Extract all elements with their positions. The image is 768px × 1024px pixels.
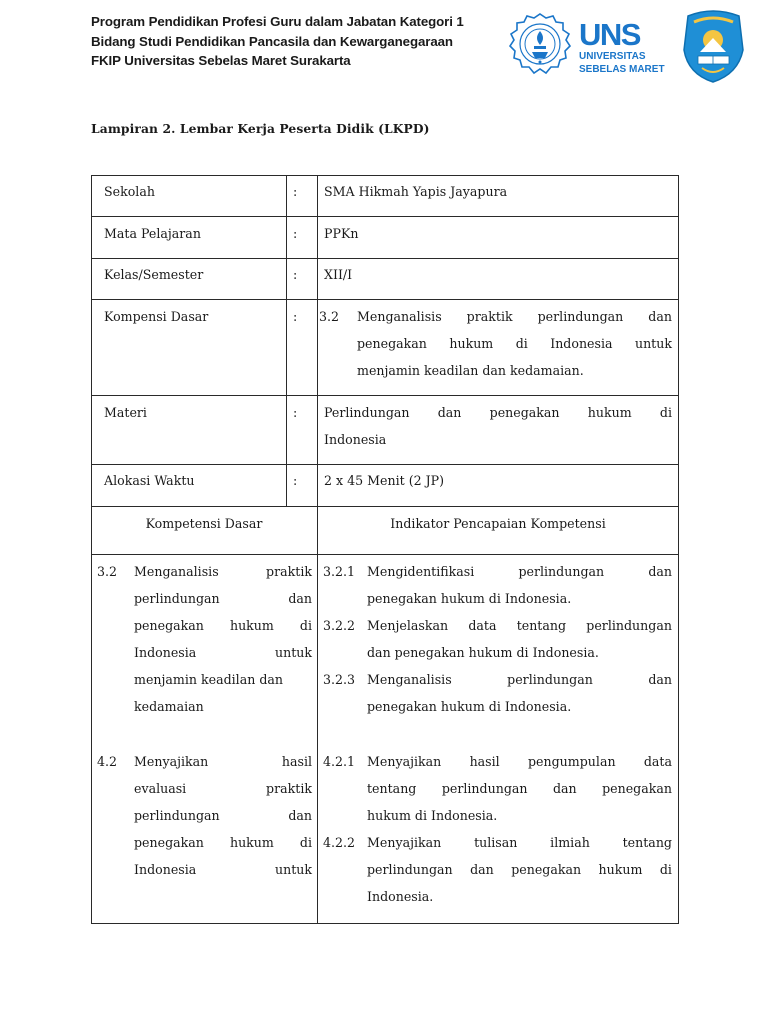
word: perlindungan xyxy=(586,618,672,633)
indicator-line: hukum di Indonesia. xyxy=(367,808,498,823)
word: tentang xyxy=(622,835,672,850)
info-label-kelas: Kelas/Semester xyxy=(104,267,204,282)
kd-line: menjamin keadilan dan xyxy=(134,672,284,687)
colon: : xyxy=(293,473,298,488)
word: di xyxy=(299,618,312,633)
info-value-alokasi: 2 x 45 Menit (2 JP) xyxy=(324,473,445,488)
header-field-line: Bidang Studi Pendidikan Pancasila dan Kewarganegaraan xyxy=(91,33,453,49)
word: perlindungan xyxy=(441,781,528,796)
row-divider xyxy=(91,299,679,300)
word: hasil xyxy=(281,754,312,769)
word: Menyajikan xyxy=(134,754,209,769)
word: hukum xyxy=(229,835,274,850)
row-divider xyxy=(91,506,679,507)
word: dan xyxy=(288,808,312,823)
table-border-top xyxy=(91,175,679,176)
info-kd-line xyxy=(357,330,672,357)
info-value-sekolah: SMA Hikmah Yapis Jayapura xyxy=(324,184,508,199)
word: perlindungan xyxy=(518,564,605,579)
word: perlindungan xyxy=(367,862,453,877)
word: penegakan xyxy=(357,336,427,351)
header-faculty-line: FKIP Universitas Sebelas Maret Surakarta xyxy=(91,53,351,68)
col-divider-value xyxy=(317,175,318,924)
word: untuk xyxy=(274,862,312,877)
word: hasil xyxy=(469,754,500,769)
word: Indonesia xyxy=(550,336,613,351)
row-divider xyxy=(91,464,679,465)
info-label-materi: Materi xyxy=(104,405,147,420)
word: untuk xyxy=(274,645,312,660)
word: praktik xyxy=(266,564,312,579)
indicator-line xyxy=(367,612,672,639)
word: penegakan xyxy=(602,781,672,796)
info-kd-number: 3.2 xyxy=(319,309,340,324)
document-header xyxy=(0,0,768,90)
word: di xyxy=(299,835,312,850)
word: Menganalisis xyxy=(367,672,452,687)
info-kd-line: menjamin keadilan dan kedamaian. xyxy=(357,363,584,378)
indicator-line: Indonesia. xyxy=(367,889,434,904)
kd-line xyxy=(134,639,312,666)
uns-wordmark-logo xyxy=(579,17,669,76)
page-title: Lampiran 2. Lembar Kerja Peserta Didik (LKPD) xyxy=(91,121,430,136)
indicator-number: 3.2.2 xyxy=(323,618,356,633)
word: dan xyxy=(648,564,672,579)
colon: : xyxy=(293,309,298,324)
word: hukum xyxy=(229,618,274,633)
kd-line: kedamaian xyxy=(134,699,204,714)
uns-subtitle-2: SEBELAS MARET xyxy=(579,63,665,75)
word: dan xyxy=(437,405,462,420)
info-label-kd: Kompensi Dasar xyxy=(104,309,209,324)
word: Indonesia xyxy=(134,645,197,660)
row-divider xyxy=(91,395,679,396)
info-label-alokasi: Alokasi Waktu xyxy=(104,473,195,488)
row-divider xyxy=(91,258,679,259)
indicator-line xyxy=(367,558,672,585)
table-border-right xyxy=(678,175,679,924)
word: dan xyxy=(288,591,312,606)
header-indikator: Indikator Pencapaian Kompetensi xyxy=(390,516,606,531)
kd-line xyxy=(134,612,312,639)
kd-line xyxy=(134,802,312,829)
kd-line xyxy=(134,856,312,883)
word: tentang xyxy=(516,618,567,633)
info-label-sekolah: Sekolah xyxy=(104,184,155,199)
colon: : xyxy=(293,226,298,241)
word: dan xyxy=(648,309,672,324)
word: Perlindungan xyxy=(324,405,410,420)
word: penegakan xyxy=(134,835,204,850)
word: perlindungan xyxy=(507,672,593,687)
word: praktik xyxy=(266,781,312,796)
kd-number: 3.2 xyxy=(97,564,118,579)
kd-number: 4.2 xyxy=(97,754,118,769)
word: data xyxy=(643,754,672,769)
row-divider xyxy=(91,216,679,217)
word: data xyxy=(468,618,497,633)
uns-letters: UNS xyxy=(579,17,640,52)
tut-wuri-handayani-logo xyxy=(680,10,747,84)
info-materi-line: Indonesia xyxy=(324,432,387,447)
word: Menyajikan xyxy=(367,754,442,769)
table-border-left xyxy=(91,175,92,924)
row-divider xyxy=(91,554,679,555)
word: dan xyxy=(648,672,672,687)
kd-line xyxy=(134,585,312,612)
header-text-block xyxy=(91,12,464,71)
word: Menganalisis xyxy=(134,564,219,579)
indicator-line xyxy=(367,748,672,775)
word: penegakan xyxy=(511,862,582,877)
word: perlindungan xyxy=(134,808,220,823)
info-value-kelas: XII/I xyxy=(324,267,353,282)
indicator-number: 4.2.1 xyxy=(323,754,356,769)
info-label-mapel: Mata Pelajaran xyxy=(104,226,201,241)
word: Menganalisis xyxy=(357,309,442,324)
word: tulisan xyxy=(474,835,518,850)
indicator-line: dan penegakan hukum di Indonesia. xyxy=(367,645,599,660)
word: Menyajikan xyxy=(367,835,442,850)
word: perlindungan xyxy=(134,591,220,606)
indicator-line: penegakan hukum di Indonesia. xyxy=(367,591,572,606)
colon: : xyxy=(293,184,298,199)
word: perlindungan xyxy=(537,309,624,324)
colon: : xyxy=(293,267,298,282)
indicator-line: penegakan hukum di Indonesia. xyxy=(367,699,572,714)
indicator-line xyxy=(367,829,672,856)
word: penegakan xyxy=(489,405,560,420)
kd-line xyxy=(134,775,312,802)
indicator-number: 4.2.2 xyxy=(323,835,356,850)
indicator-line xyxy=(367,775,672,802)
indicator-number: 3.2.3 xyxy=(323,672,356,687)
word: praktik xyxy=(466,309,513,324)
kd-line xyxy=(134,558,312,585)
word: ilmiah xyxy=(550,835,590,850)
word: tentang xyxy=(367,781,417,796)
info-value-mapel: PPKn xyxy=(324,226,359,241)
word: di xyxy=(659,862,672,877)
uns-subtitle-1: UNIVERSITAS xyxy=(579,51,646,62)
word: di xyxy=(515,336,528,351)
header-kompetensi-dasar: Kompetensi Dasar xyxy=(145,516,263,531)
info-materi-line xyxy=(324,399,672,426)
word: evaluasi xyxy=(134,781,187,796)
indicator-line xyxy=(367,856,672,883)
info-kd-line xyxy=(357,303,672,330)
word: untuk xyxy=(634,336,672,351)
word: di xyxy=(659,405,672,420)
word: Menjelaskan xyxy=(367,618,449,633)
word: hukum xyxy=(587,405,632,420)
colon: : xyxy=(293,405,298,420)
word: penegakan xyxy=(134,618,204,633)
table-border-bottom xyxy=(91,923,679,924)
word: dan xyxy=(552,781,577,796)
indicator-number: 3.2.1 xyxy=(323,564,356,579)
kd-line xyxy=(134,748,312,775)
word: Mengidentifikasi xyxy=(367,564,475,579)
col-divider-label xyxy=(286,175,287,507)
kd-line xyxy=(134,829,312,856)
word: hukum xyxy=(598,862,643,877)
uns-seal-logo xyxy=(508,12,572,78)
word: hukum xyxy=(449,336,494,351)
indicator-line xyxy=(367,666,672,693)
word: pengumpulan xyxy=(528,754,616,769)
word: dan xyxy=(470,862,494,877)
word: Indonesia xyxy=(134,862,197,877)
lkpd-table xyxy=(91,175,679,924)
header-program-line: Program Pendidikan Profesi Guru dalam Jabatan Kategori 1 xyxy=(91,14,464,29)
